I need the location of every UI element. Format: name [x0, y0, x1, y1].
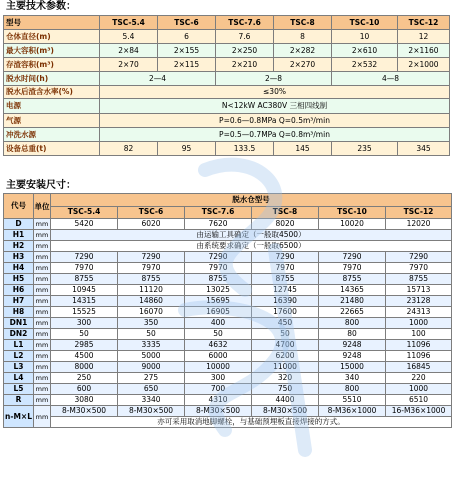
table-cell: 11096 [386, 340, 452, 351]
table-cell: 2×84 [100, 44, 158, 58]
table-cell: 8755 [118, 274, 185, 285]
table-cell: 2—8 [216, 72, 332, 86]
row-code: H1 [4, 230, 34, 241]
row-code: H5 [4, 274, 34, 285]
header-model: TSC-8 [274, 16, 332, 30]
table-cell: 340 [319, 373, 386, 384]
table-row [4, 99, 450, 114]
row-unit: mm [34, 384, 51, 395]
row-unit: mm [34, 395, 51, 406]
row-code: H6 [4, 285, 34, 296]
row-unit: mm [34, 340, 51, 351]
row-code: L2 [4, 351, 34, 362]
table-cell: 15713 [386, 285, 452, 296]
table-row [4, 318, 452, 329]
tech-params-table [3, 15, 450, 156]
table-row [4, 219, 452, 230]
table-cell: 800 [319, 318, 386, 329]
header-model: TSC-5.4 [100, 16, 158, 30]
table-row [4, 285, 452, 296]
row-unit: mm [34, 351, 51, 362]
table-cell: 5.4 [100, 30, 158, 44]
table-cell: 6 [158, 30, 216, 44]
table-cell: 12745 [252, 285, 319, 296]
table-row [4, 72, 450, 86]
row-code: R [4, 395, 34, 406]
table-cell: 7290 [386, 252, 452, 263]
table-cell: 2×282 [274, 44, 332, 58]
table-cell: 300 [51, 318, 118, 329]
header-model: TSC-6 [158, 16, 216, 30]
table-cell: 9248 [319, 351, 386, 362]
table-row [4, 142, 450, 156]
table-cell: 由运输工具确定（一般取4500） [51, 230, 452, 241]
table-cell: 750 [252, 384, 319, 395]
table-cell: N<12kW AC380V 三相四线制 [100, 99, 450, 114]
table-cell: 12 [398, 30, 450, 44]
row-code: H8 [4, 307, 34, 318]
section-title-params: 主要技术参数： [6, 1, 76, 12]
header-model: TSC-10 [332, 16, 398, 30]
table-cell: 12020 [386, 219, 452, 230]
table-cell: 7290 [319, 252, 386, 263]
table-cell: 10945 [51, 285, 118, 296]
table-cell: 21480 [319, 296, 386, 307]
table-cell: 6200 [252, 351, 319, 362]
table-cell: 82 [100, 142, 158, 156]
table-cell: 15525 [51, 307, 118, 318]
install-dims-table [3, 193, 452, 428]
table-cell: 2×270 [274, 58, 332, 72]
table-cell: 11000 [252, 362, 319, 373]
row-unit: mm [34, 307, 51, 318]
table-cell: 2×1160 [398, 44, 450, 58]
table-cell: 7290 [118, 252, 185, 263]
table-row [4, 406, 452, 417]
table-cell: 8755 [51, 274, 118, 285]
table-note: 亦可采用取消地脚螺栓，与基础预埋板直接焊接的方式。 [51, 417, 452, 428]
row-code: H3 [4, 252, 34, 263]
table-cell: 17600 [252, 307, 319, 318]
table-cell: 11120 [118, 285, 185, 296]
row-unit: mm [34, 406, 51, 428]
table-cell: 2×70 [100, 58, 158, 72]
table-cell: 250 [51, 373, 118, 384]
table-cell: 350 [118, 318, 185, 329]
table-cell: 50 [185, 329, 252, 340]
table-row [4, 329, 452, 340]
table-cell: 7290 [252, 252, 319, 263]
header-model: TSC-5.4 [51, 206, 118, 219]
table-cell: 9248 [319, 340, 386, 351]
table-cell: 7970 [118, 263, 185, 274]
table-cell: 8755 [386, 274, 452, 285]
table-row [4, 307, 452, 318]
table-cell: 4400 [252, 395, 319, 406]
row-label: 最大容积(m³) [4, 44, 100, 58]
row-code: H2 [4, 241, 34, 252]
table-cell: 24313 [386, 307, 452, 318]
row-unit: mm [34, 285, 51, 296]
table-cell: ≤30% [100, 86, 450, 99]
row-unit: mm [34, 362, 51, 373]
header-model: TSC-6 [118, 206, 185, 219]
table-cell: 8755 [185, 274, 252, 285]
table-cell: 5510 [319, 395, 386, 406]
table-cell: 16905 [185, 307, 252, 318]
row-unit: mm [34, 230, 51, 241]
table-row [4, 373, 452, 384]
table-cell: 4310 [185, 395, 252, 406]
table-cell: 2×155 [158, 44, 216, 58]
table-cell: 50 [118, 329, 185, 340]
table-row [4, 86, 450, 99]
table-cell: 7620 [185, 219, 252, 230]
table-cell: 9000 [118, 362, 185, 373]
row-unit: mm [34, 296, 51, 307]
row-code: L3 [4, 362, 34, 373]
table-cell: 16-M36×1000 [386, 406, 452, 417]
row-label: 仓体直径(m) [4, 30, 100, 44]
header-model: TSC-7.6 [216, 16, 274, 30]
table-cell: 7970 [51, 263, 118, 274]
row-unit: mm [34, 252, 51, 263]
table-cell: 14365 [319, 285, 386, 296]
table-row [4, 340, 452, 351]
row-label: 存渣容积(m³) [4, 58, 100, 72]
table-row [4, 241, 452, 252]
table-cell: 4—8 [332, 72, 450, 86]
header-model: TSC-7.6 [185, 206, 252, 219]
table-row [4, 44, 450, 58]
header-model: TSC-12 [386, 206, 452, 219]
table-cell: 3080 [51, 395, 118, 406]
table-cell: P=0.6—0.8MPa Q=0.5m³/min [100, 114, 450, 128]
table-cell: 8-M30×500 [252, 406, 319, 417]
table-header-row [4, 206, 452, 219]
table-cell: 7970 [252, 263, 319, 274]
table-cell: 8-M36×1000 [319, 406, 386, 417]
row-unit: mm [34, 241, 51, 252]
table-cell: 8000 [51, 362, 118, 373]
table-cell: 80 [319, 329, 386, 340]
table-cell: 3340 [118, 395, 185, 406]
table-header-row [4, 16, 450, 30]
table-cell: 22665 [319, 307, 386, 318]
table-cell: 13025 [185, 285, 252, 296]
row-label: 电源 [4, 99, 100, 114]
table-cell: 50 [252, 329, 319, 340]
table-cell: 7970 [386, 263, 452, 274]
table-row [4, 230, 452, 241]
table-cell: 345 [398, 142, 450, 156]
table-cell: 1000 [386, 318, 452, 329]
row-code: L1 [4, 340, 34, 351]
table-cell: 4700 [252, 340, 319, 351]
table-row [4, 30, 450, 44]
table-cell: 6020 [118, 219, 185, 230]
table-row [4, 252, 452, 263]
row-code: L4 [4, 373, 34, 384]
row-unit: mm [34, 318, 51, 329]
table-cell: 650 [118, 384, 185, 395]
table-row [4, 58, 450, 72]
table-cell: 700 [185, 384, 252, 395]
table-cell: 145 [274, 142, 332, 156]
header-unit: 单位 [34, 194, 51, 219]
table-cell: 10000 [185, 362, 252, 373]
row-unit: mm [34, 219, 51, 230]
table-cell: 2×532 [332, 58, 398, 72]
table-cell: 6000 [185, 351, 252, 362]
table-row [4, 128, 450, 142]
table-cell: 15000 [319, 362, 386, 373]
table-cell: 7290 [51, 252, 118, 263]
table-cell: 16390 [252, 296, 319, 307]
table-cell: 2×210 [216, 58, 274, 72]
table-cell: 8 [274, 30, 332, 44]
table-cell: 600 [51, 384, 118, 395]
table-cell: 8-M30×500 [185, 406, 252, 417]
table-cell: 7.6 [216, 30, 274, 44]
table-cell: 23128 [386, 296, 452, 307]
table-cell: 800 [319, 384, 386, 395]
table-cell: 133.5 [216, 142, 274, 156]
table-row [4, 395, 452, 406]
table-cell: 95 [158, 142, 216, 156]
row-code: DN1 [4, 318, 34, 329]
table-cell: 300 [185, 373, 252, 384]
table-cell: 11096 [386, 351, 452, 362]
table-cell: P=0.5—0.7MPa Q=0.8m³/min [100, 128, 450, 142]
table-cell: 2—4 [100, 72, 216, 86]
table-cell: 7290 [185, 252, 252, 263]
header-label: 型号 [4, 16, 100, 30]
table-cell: 6510 [386, 395, 452, 406]
row-code: H7 [4, 296, 34, 307]
row-unit: mm [34, 373, 51, 384]
table-row [4, 351, 452, 362]
table-cell: 320 [252, 373, 319, 384]
table-cell: 10020 [319, 219, 386, 230]
table-row [4, 362, 452, 373]
row-code: DN2 [4, 329, 34, 340]
header-model: TSC-8 [252, 206, 319, 219]
table-cell: 2985 [51, 340, 118, 351]
table-cell: 220 [386, 373, 452, 384]
row-unit: mm [34, 263, 51, 274]
table-cell: 14860 [118, 296, 185, 307]
table-cell: 8755 [252, 274, 319, 285]
table-cell: 235 [332, 142, 398, 156]
row-label: 冲洗水源 [4, 128, 100, 142]
section-title-install: 主要安装尺寸： [6, 180, 76, 191]
table-cell: 5000 [118, 351, 185, 362]
row-code: H4 [4, 263, 34, 274]
table-cell: 8-M30×500 [118, 406, 185, 417]
table-cell: 50 [51, 329, 118, 340]
table-cell: 8020 [252, 219, 319, 230]
header-model: TSC-10 [319, 206, 386, 219]
row-label: 脱水后渣含水率(%) [4, 86, 100, 99]
table-cell: 2×610 [332, 44, 398, 58]
row-code: L5 [4, 384, 34, 395]
note-row [4, 417, 452, 428]
row-label: 气源 [4, 114, 100, 128]
table-row [4, 384, 452, 395]
table-row [4, 274, 452, 285]
table-cell: 16845 [386, 362, 452, 373]
table-cell: 2×250 [216, 44, 274, 58]
table-cell: 7970 [319, 263, 386, 274]
table-cell: 4632 [185, 340, 252, 351]
table-cell: 400 [185, 318, 252, 329]
row-code: n-M×L [4, 406, 34, 428]
table-cell: 15695 [185, 296, 252, 307]
table-cell: 8-M30×500 [51, 406, 118, 417]
table-cell: 16070 [118, 307, 185, 318]
table-cell: 3335 [118, 340, 185, 351]
table-row [4, 263, 452, 274]
table-cell: 1000 [386, 384, 452, 395]
table-cell: 2×115 [158, 58, 216, 72]
table-cell: 10 [332, 30, 398, 44]
row-label: 脱水时间(h) [4, 72, 100, 86]
row-unit: mm [34, 274, 51, 285]
table-cell: 7970 [185, 263, 252, 274]
table-cell: 2×1000 [398, 58, 450, 72]
table-cell: 450 [252, 318, 319, 329]
table-cell: 由系统要求确定（一般取6500） [51, 241, 452, 252]
table-row [4, 114, 450, 128]
header-model: TSC-12 [398, 16, 450, 30]
table-cell: 275 [118, 373, 185, 384]
row-label: 设备总重(t) [4, 142, 100, 156]
table-cell: 5420 [51, 219, 118, 230]
table-cell: 14315 [51, 296, 118, 307]
table-cell: 8755 [319, 274, 386, 285]
row-code: D [4, 219, 34, 230]
header-code: 代号 [4, 194, 34, 219]
header-group: 脱水仓型号 [51, 194, 452, 207]
table-cell: 100 [386, 329, 452, 340]
table-header-row [4, 194, 452, 207]
table-cell: 4500 [51, 351, 118, 362]
row-unit: mm [34, 329, 51, 340]
table-row [4, 296, 452, 307]
